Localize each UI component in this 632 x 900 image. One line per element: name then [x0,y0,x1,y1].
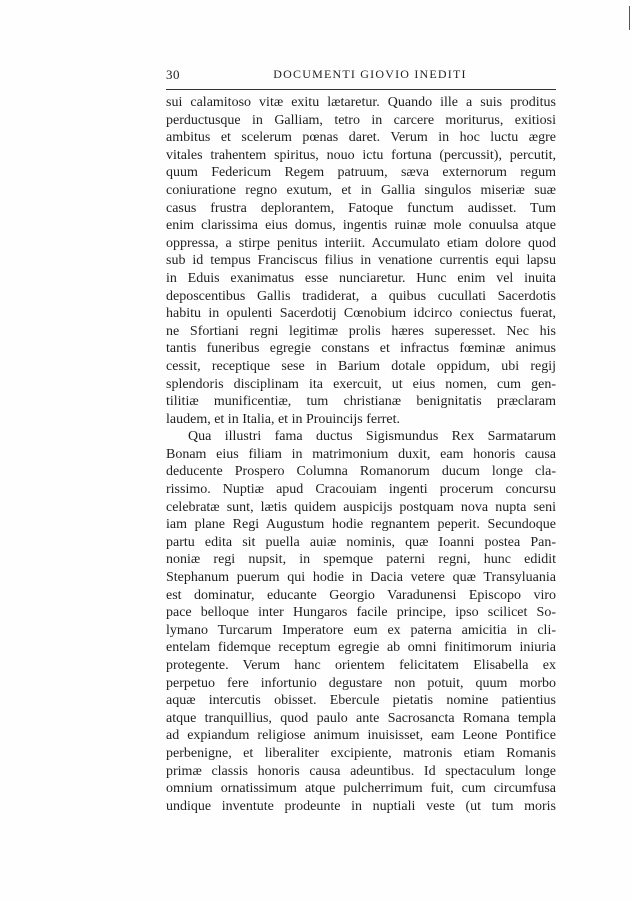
text-line: iam plane Regi Augustum hodie regnantem peperit. Secundoque [166,517,556,533]
text-line: entelam fidemque receptum egregie ab omni finitimorum iniuria [166,640,556,656]
text-line: habitu in opulenti Sacerdotij Cœnobium idcirco coniectus fuerat, [166,306,556,322]
text-line: pace belloque inter Hungaros facile principe, ipso scilicet So- [166,605,556,621]
text-line: Stephanum puerum qui hodie in Dacia vetere quæ Transyluania [166,570,556,586]
text-line: deducente Prospero Columna Romanorum ducum longe cla- [166,464,556,480]
text-line: sui calamitoso vitæ exitu lætaretur. Quando ille a suis proditus [166,95,556,110]
text-line: partu edita sit puella auiæ nominis, quæ Ioanni postea Pan- [166,534,556,550]
text-line: primæ classis honoris causa adeuntibus. Id spectaculum longe [166,763,556,779]
text-line: quum Federicum Regem patruum, sæva externorum regum [166,165,556,181]
text-line: casus frustra deplorantem, Fatoque functum audisset. Tum [166,200,556,216]
text-line: ne Sfortiani regni legitimæ prolis hæres superesset. Nec his [166,323,556,339]
text-line: tantis funeribus egregie constans et infractus fœminæ animus [166,341,556,357]
text-line: noniæ regi nupsit, in spemque paterni regni, hunc edidit [166,552,556,568]
text-line: perductusque in Galliam, tetro in carcere moriturus, exitiosi [166,112,556,128]
text-line: est dominatur, educante Georgio Varadunensi Episcopo viro [166,587,556,603]
text-line: perpetuo fere infortunio degustare non potuit, quum morbo [166,675,556,691]
text-line: laudem, et in Italia, et in Prouincijs ferret. [166,411,401,427]
text-line: vitales trahentem spiritus, nouo ictu fortuna (percussit), percutit, [166,147,556,163]
page-number: 30 [166,67,180,82]
running-head [166,67,552,85]
page-edge-mark [629,6,630,30]
text-line: deposcentibus Gallis tradiderat, a quibus cucullati Sacerdotis [166,288,556,304]
text-line: protegente. Verum hanc orientem felicitatem Elisabella ex [166,658,556,673]
text-line: tilitiæ munificentiæ, tum christianæ benignitatis præclaram [166,394,556,410]
text-line: sub id tempus Franciscus filius in venatione currentis equi lapsu [166,253,556,269]
text-line: coniuratione regno exutum, et in Gallia singulos miseriæ suæ [166,182,556,198]
text-line: cessit, receptique sese in Barium dotale oppidum, ubi regij [166,358,556,374]
text-line: Bonam eius filiam in matrimonium duxit, eam honoris causa [166,446,556,462]
text-line: ambitus et scelerum pœnas daret. Verum in hoc luctu ægre [166,130,556,146]
text-line: undique inventute prodeunte in nuptiali veste (ut tum moris [166,798,556,814]
text-line: atque tranquillius, quod paulo ante Sacrosancta Romana templa [166,710,556,726]
text-line: omnium ornatissimum atque pulcherrimum fuit, cum circumfusa [166,781,556,797]
text-line: lymano Turcarum Imperatore eum ex paterna amicitia in cli- [166,622,556,638]
text-line: rissimo. Nuptiæ apud Cracouiam ingenti procerum concursu [166,482,556,498]
body-text [166,94,556,815]
running-title: DOCUMENTI GIOVIO INEDITI [273,67,467,81]
text-line: ad expiandum religiose animum inuisisset, eam Leone Pontifice [166,728,556,744]
text-line: in Eduis exanimatus esse nunciaretur. Hunc enim vel inuita [166,270,556,286]
text-line: perbenigne, et liberaliter excipiente, matronis etiam Romanis [166,745,556,761]
text-line: celebratæ sunt, lætis quidem auspicijs postquam nova nupta seni [166,499,556,515]
text-line: enim clarissima eius domus, ingentis ruinæ mole conuulsa atque [166,218,556,234]
text-line: Qua illustri fama ductus Sigismundus Rex Sarmatarum [188,429,556,445]
header-rule [166,89,556,90]
text-line: splendoris disciplinam ita exercuit, ut eius nomen, cum gen- [166,376,556,392]
text-line: aquæ intercutis obisset. Ebercule pietatis nomine patientius [166,693,556,709]
text-line: oppressa, a stirpe penitus interiit. Accumulato etiam dolore quod [166,235,556,251]
